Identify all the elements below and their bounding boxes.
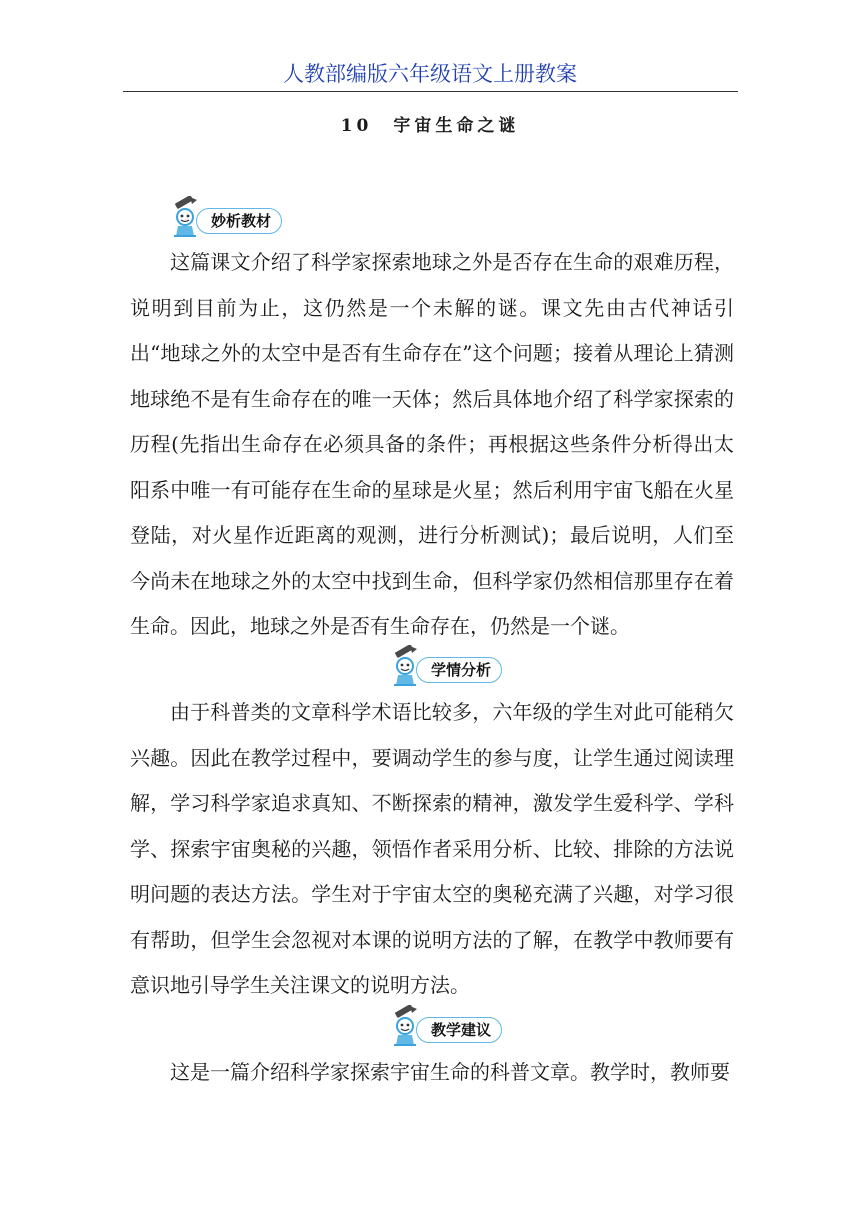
section-heading-label: 妙析教材	[196, 208, 282, 234]
section-heading-analysis	[170, 196, 300, 242]
header-divider	[123, 91, 738, 92]
mascot-pencil-icon	[170, 196, 206, 242]
section-heading-label: 教学建议	[416, 1017, 502, 1043]
section-heading-learner	[390, 645, 520, 691]
section-heading-label: 学情分析	[416, 657, 502, 683]
running-header: 人教部编版六年级语文上册教案	[283, 62, 577, 86]
section-heading-teaching	[390, 1005, 520, 1051]
lesson-title: 10 宇宙生命之谜	[340, 116, 520, 136]
mascot-pencil-icon	[390, 645, 426, 691]
section-body-learner: 由于科普类的文章科学术语比较多，六年级的学生对此可能稍欠兴趣。因此在教学过程中，要调动学生的参与度，让学生通过阅读理解，学习科学家追求真知、不断探索的精神，激发学生爱科学、学科学、探索宇宙奥秘的兴趣，领悟作者采用分析、比较、排除的方法说明问题的表达方法。学生对于宇宙太空的奥秘充满了兴趣，对学习很有帮助，但学生会忽视对本课的说明方法的了解，在教学中教师要有意识地引导学生关注课文的说明方法。	[130, 700, 734, 997]
section-body-analysis: 这篇课文介绍了科学家探索地球之外是否存在生命的艰难历程，说明到目前为止，这仍然是一个未解的谜。课文先由古代神话引出“地球之外的太空中是否有生命存在”这个问题；接着从理论上猜测地球绝不是有生命存在的唯一天体；然后具体地介绍了科学家探索的历程(先指出生命存在必须具备的条件；再根据这些条件分析得出太阳系中唯一有可能存在生命的星球是火星；然后利用宇宙飞船在火星登陆，对火星作近距离的观测，进行分析测试)；最后说明，人们至今尚未在地球之外的太空中找到生命，但科学家仍然相信那里存在着生命。因此，地球之外是否有生命存在，仍然是一个谜。	[130, 250, 734, 638]
mascot-pencil-icon	[390, 1005, 426, 1051]
section-body-teaching: 这是一篇介绍科学家探索宇宙生命的科普文章。教学时，教师要	[170, 1060, 730, 1084]
